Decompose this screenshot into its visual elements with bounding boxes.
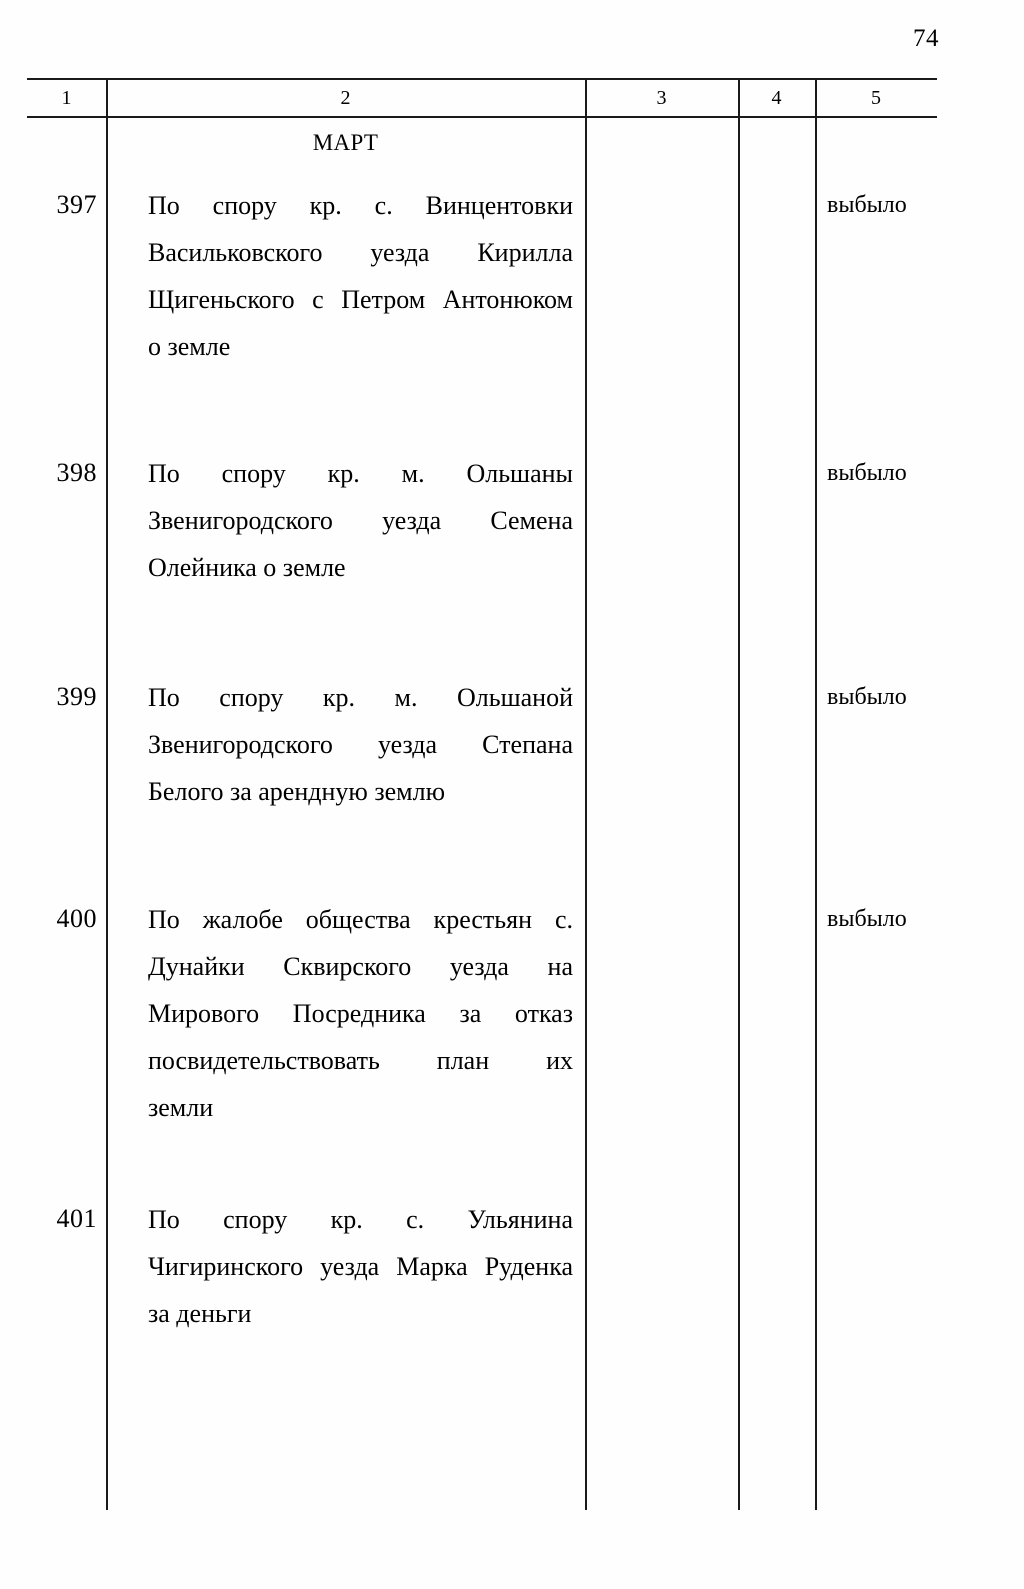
description-line: земли — [148, 1093, 214, 1122]
row-number: 401 — [56, 1204, 97, 1233]
row-description — [148, 674, 573, 815]
description-line: за деньги — [148, 1299, 252, 1328]
description-line: По спору кр. с. Винцентовки — [148, 191, 573, 220]
description-line: По спору кр. м. Ольшаны — [148, 459, 573, 488]
row-description — [148, 1196, 573, 1337]
row-description — [148, 450, 573, 591]
column-divider-4 — [815, 80, 817, 1510]
description-line: Белого за арендную землю — [148, 777, 445, 806]
description-line: Мирового Посредника за отказ — [148, 999, 573, 1028]
row-status: выбыло — [827, 906, 907, 932]
description-line: Звенигородского уезда Семена — [148, 506, 573, 535]
row-number: 399 — [56, 682, 97, 711]
column-divider-1 — [106, 80, 108, 1510]
row-status: выбыло — [827, 460, 907, 486]
description-line: Дунайки Сквирского уезда на — [148, 952, 573, 981]
description-line: Звенигородского уезда Степана — [148, 730, 573, 759]
description-line: Васильковского уезда Кирилла — [148, 238, 573, 267]
column-header-3: 3 — [656, 87, 667, 109]
row-description — [148, 182, 573, 370]
column-divider-3 — [738, 80, 740, 1510]
table-header-row — [27, 80, 937, 116]
description-line: Чигиринского уезда Марка Руденка — [148, 1252, 573, 1281]
description-line: По жалобе общества крестьян с. — [148, 905, 573, 934]
description-line: По спору кр. м. Ольшаной — [148, 683, 573, 712]
table-header-rule — [27, 116, 937, 118]
column-header-5: 5 — [871, 87, 881, 109]
row-number: 400 — [56, 904, 97, 933]
page-number: 74 — [913, 25, 939, 52]
month-caption: МАРТ — [312, 130, 379, 155]
column-divider-2 — [585, 80, 587, 1510]
description-line: о земле — [148, 332, 231, 361]
description-line: Олейника о земле — [148, 553, 346, 582]
description-line: По спору кр. с. Ульянина — [148, 1205, 573, 1234]
register-table — [27, 78, 937, 1510]
row-status: выбыло — [827, 684, 907, 710]
column-header-4: 4 — [771, 87, 782, 109]
row-description — [148, 896, 573, 1131]
description-line: посвидетельствовать план их — [148, 1046, 573, 1075]
column-header-1: 1 — [61, 87, 72, 109]
column-header-2: 2 — [340, 87, 351, 109]
row-number: 397 — [56, 190, 97, 219]
row-number: 398 — [56, 458, 97, 487]
description-line: Щигеньского с Петром Антонюком — [148, 285, 573, 314]
row-status: выбыло — [827, 192, 907, 218]
